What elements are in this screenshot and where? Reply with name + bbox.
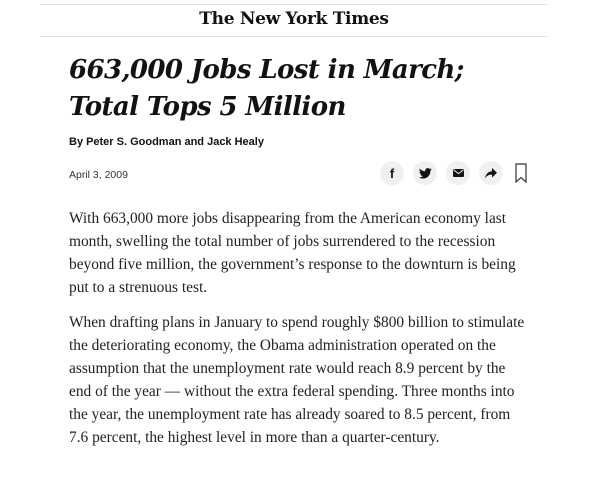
more-share-button[interactable] <box>479 161 503 185</box>
twitter-share-button[interactable] <box>413 161 437 185</box>
email-icon <box>453 169 464 177</box>
twitter-icon <box>419 168 432 179</box>
article-paragraph: When drafting plans in January to spend roughly $800 billion to stimulate the deteriorating economy, the Obama administration operated on the assumption that the unemployment rate would reach 8.9 percent by the end of the year — without the extra federal spending. Three months into the year, the unemployment rate has already soared to 8.5 percent, from 7.6 percent, the highest level in more than a quarter-century. <box>69 314 525 446</box>
byline-prefix: By <box>69 136 84 148</box>
article-paragraph: With 663,000 more jobs disappearing from the American economy last month, swelling the total number of jobs surrendered to the recession beyond five million, the government’s response to the downturn is being put to a strenuous test. <box>69 210 516 296</box>
email-share-button[interactable] <box>446 161 470 185</box>
article-headline: 663,000 Jobs Lost in March; Total Tops 5 Million <box>69 55 464 122</box>
facebook-icon: f <box>389 165 395 181</box>
byline-authors[interactable]: Peter S. Goodman and Jack Healy <box>86 136 264 148</box>
nyt-logo[interactable]: The New York Times <box>199 9 389 29</box>
masthead <box>40 4 548 37</box>
byline <box>69 136 264 148</box>
publish-date: April 3, 2009 <box>69 169 128 181</box>
share-arrow-icon <box>485 168 497 179</box>
bookmark-icon <box>515 163 527 183</box>
facebook-share-button[interactable] <box>380 161 404 185</box>
save-bookmark-button[interactable] <box>513 161 529 185</box>
share-tools <box>380 160 529 186</box>
